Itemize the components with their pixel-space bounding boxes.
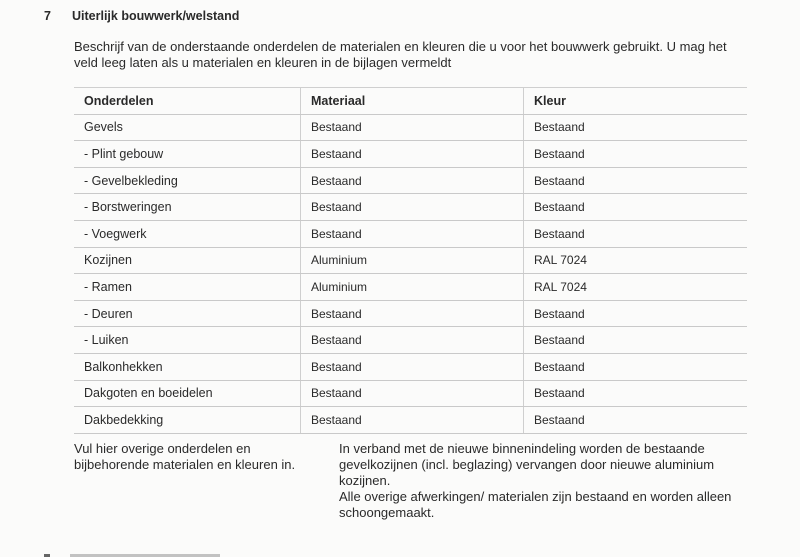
onderdeel-cell: - Borstweringen	[74, 194, 301, 221]
kleur-cell[interactable]: Bestaand	[524, 327, 748, 354]
onderdeel-cell: Kozijnen	[74, 247, 301, 274]
onderdeel-cell: Dakgoten en boeidelen	[74, 380, 301, 407]
kleur-cell[interactable]: Bestaand	[524, 380, 748, 407]
next-section-cutoff	[44, 549, 244, 557]
onderdeel-cell: - Luiken	[74, 327, 301, 354]
materiaal-cell[interactable]: Aluminium	[301, 247, 524, 274]
table-row	[74, 194, 747, 221]
table-row	[74, 274, 747, 301]
onderdeel-cell: Balkonhekken	[74, 353, 301, 380]
kleur-cell[interactable]: RAL 7024	[524, 247, 748, 274]
onderdeel-cell: Dakbedekking	[74, 407, 301, 434]
onderdeel-cell: Gevels	[74, 114, 301, 141]
materiaal-cell[interactable]: Bestaand	[301, 300, 524, 327]
materiaal-cell[interactable]: Bestaand	[301, 380, 524, 407]
onderdeel-cell: - Voegwerk	[74, 220, 301, 247]
kleur-cell[interactable]: RAL 7024	[524, 274, 748, 301]
table-row	[74, 353, 747, 380]
onderdeel-cell: - Gevelbekleding	[74, 167, 301, 194]
materiaal-cell[interactable]: Bestaand	[301, 327, 524, 354]
materials-table	[74, 87, 747, 434]
overige-text-2: Alle overige afwerkingen/ materialen zijn bestaand en worden alleen schoongemaakt.	[339, 489, 732, 520]
kleur-cell[interactable]: Bestaand	[524, 220, 748, 247]
table-row	[74, 327, 747, 354]
section-number: 7	[44, 9, 51, 23]
intro-text: Beschrijf van de onderstaande onderdelen de materialen en kleuren die u voor het bouwwerk gebruikt. U mag het veld leeg laten als u materialen en kleuren in de bijlagen vermeldt	[74, 39, 727, 70]
table-row	[74, 114, 747, 141]
overige-onderdelen-field[interactable]	[339, 441, 759, 521]
kleur-cell[interactable]: Bestaand	[524, 167, 748, 194]
kleur-cell[interactable]: Bestaand	[524, 194, 748, 221]
kleur-cell[interactable]: Bestaand	[524, 141, 748, 168]
overige-onderdelen-label: Vul hier overige onderdelen en bijbehorende materialen en kleuren in.	[74, 441, 296, 472]
materiaal-cell[interactable]: Bestaand	[301, 141, 524, 168]
materiaal-cell[interactable]: Bestaand	[301, 353, 524, 380]
table-row	[74, 167, 747, 194]
section-title: Uiterlijk bouwwerk/welstand	[72, 9, 240, 23]
section-heading	[44, 9, 239, 23]
materiaal-cell[interactable]: Bestaand	[301, 407, 524, 434]
table-row	[74, 300, 747, 327]
materiaal-cell[interactable]: Bestaand	[301, 114, 524, 141]
onderdeel-cell: - Deuren	[74, 300, 301, 327]
column-header-materiaal: Materiaal	[301, 88, 524, 115]
table-row	[74, 380, 747, 407]
table-row	[74, 141, 747, 168]
kleur-cell[interactable]: Bestaand	[524, 300, 748, 327]
table-row	[74, 407, 747, 434]
materiaal-cell[interactable]: Aluminium	[301, 274, 524, 301]
table-header-row	[74, 88, 747, 115]
column-header-kleur: Kleur	[524, 88, 748, 115]
kleur-cell[interactable]: Bestaand	[524, 353, 748, 380]
overige-text-1: In verband met de nieuwe binnenindeling worden de bestaande gevelkozijnen (incl. beglazing) vervangen door nieuwe aluminium kozijnen.	[339, 441, 715, 488]
materiaal-cell[interactable]: Bestaand	[301, 194, 524, 221]
table-row	[74, 220, 747, 247]
onderdeel-cell: - Ramen	[74, 274, 301, 301]
onderdeel-cell: - Plint gebouw	[74, 141, 301, 168]
kleur-cell[interactable]: Bestaand	[524, 407, 748, 434]
materiaal-cell[interactable]: Bestaand	[301, 220, 524, 247]
table-row	[74, 247, 747, 274]
column-header-onderdelen: Onderdelen	[74, 88, 301, 115]
kleur-cell[interactable]: Bestaand	[524, 114, 748, 141]
materiaal-cell[interactable]: Bestaand	[301, 167, 524, 194]
